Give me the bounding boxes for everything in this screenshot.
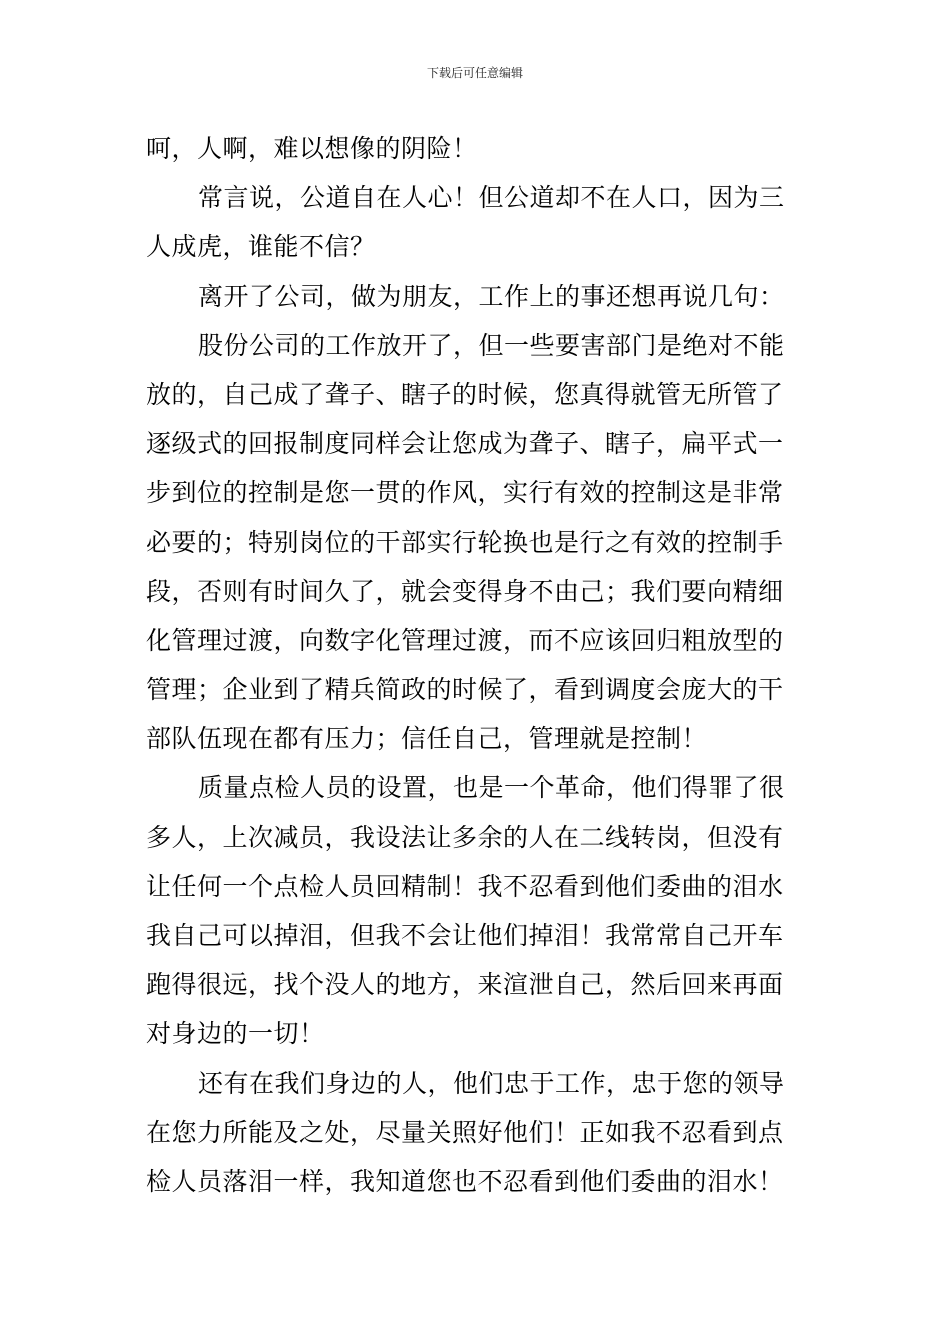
text-line: 跑得很远，找个没人的地方，来渲泄自己，然后回来再面 xyxy=(146,970,784,1000)
text-line: 段，否则有时间久了，就会变得身不由己；我们要向精细 xyxy=(146,576,784,606)
text-line: 部队伍现在都有压力；信任自己，管理就是控制！ xyxy=(146,724,708,754)
document-body xyxy=(146,124,806,1206)
text-line: 呵，人啊，难以想像的阴险！ xyxy=(146,134,478,163)
paragraph-1 xyxy=(146,124,806,173)
text-line: 检人员落泪一样，我知道您也不忍看到他们委曲的泪水！ xyxy=(146,1166,784,1196)
paragraph-5 xyxy=(146,763,806,1058)
text-line: 质量点检人员的设置，也是一个革命，他们得罪了很 xyxy=(198,773,785,803)
text-line: 逐级式的回报制度同样会让您成为聋子、瞎子，扁平式一 xyxy=(146,429,784,459)
text-line: 让任何一个点检人员回精制！我不忍看到他们委曲的泪水 xyxy=(146,871,784,901)
text-line: 放的，自己成了聋子、瞎子的时候，您真得就管无所管了 xyxy=(146,379,784,409)
text-line: 人成虎，谁能不信？ xyxy=(146,232,376,262)
text-line: 还有在我们身边的人，他们忠于工作，忠于您的领导 xyxy=(198,1068,785,1098)
paragraph-6 xyxy=(146,1059,806,1207)
paragraph-4 xyxy=(146,321,806,764)
text-line: 必要的；特别岗位的干部实行轮换也是行之有效的控制手 xyxy=(146,527,784,557)
paragraph-3 xyxy=(146,272,806,321)
text-line: 步到位的控制是您一贯的作风，实行有效的控制这是非常 xyxy=(146,478,784,508)
paragraph-2 xyxy=(146,173,806,271)
text-line: 常言说，公道自在人心！但公道却不在人口，因为三 xyxy=(198,183,785,213)
text-line: 我自己可以掉泪，但我不会让他们掉泪！我常常自己开车 xyxy=(146,921,784,950)
text-line: 股份公司的工作放开了，但一些要害部门是绝对不能 xyxy=(198,330,785,360)
download-note: 下载后可任意编辑 xyxy=(426,66,523,80)
text-line: 多人，上次减员，我设法让多余的人在二线转岗，但没有 xyxy=(146,822,784,852)
text-line: 对身边的一切！ xyxy=(146,1019,325,1049)
text-line: 化管理过渡，向数字化管理过渡，而不应该回归粗放型的 xyxy=(146,625,784,655)
text-line: 管理；企业到了精兵简政的时候了，看到调度会庞大的干 xyxy=(146,675,784,705)
text-line: 在您力所能及之处，尽量关照好他们！正如我不忍看到点 xyxy=(146,1117,784,1147)
text-line: 离开了公司，做为朋友，工作上的事还想再说几句： xyxy=(198,281,785,311)
